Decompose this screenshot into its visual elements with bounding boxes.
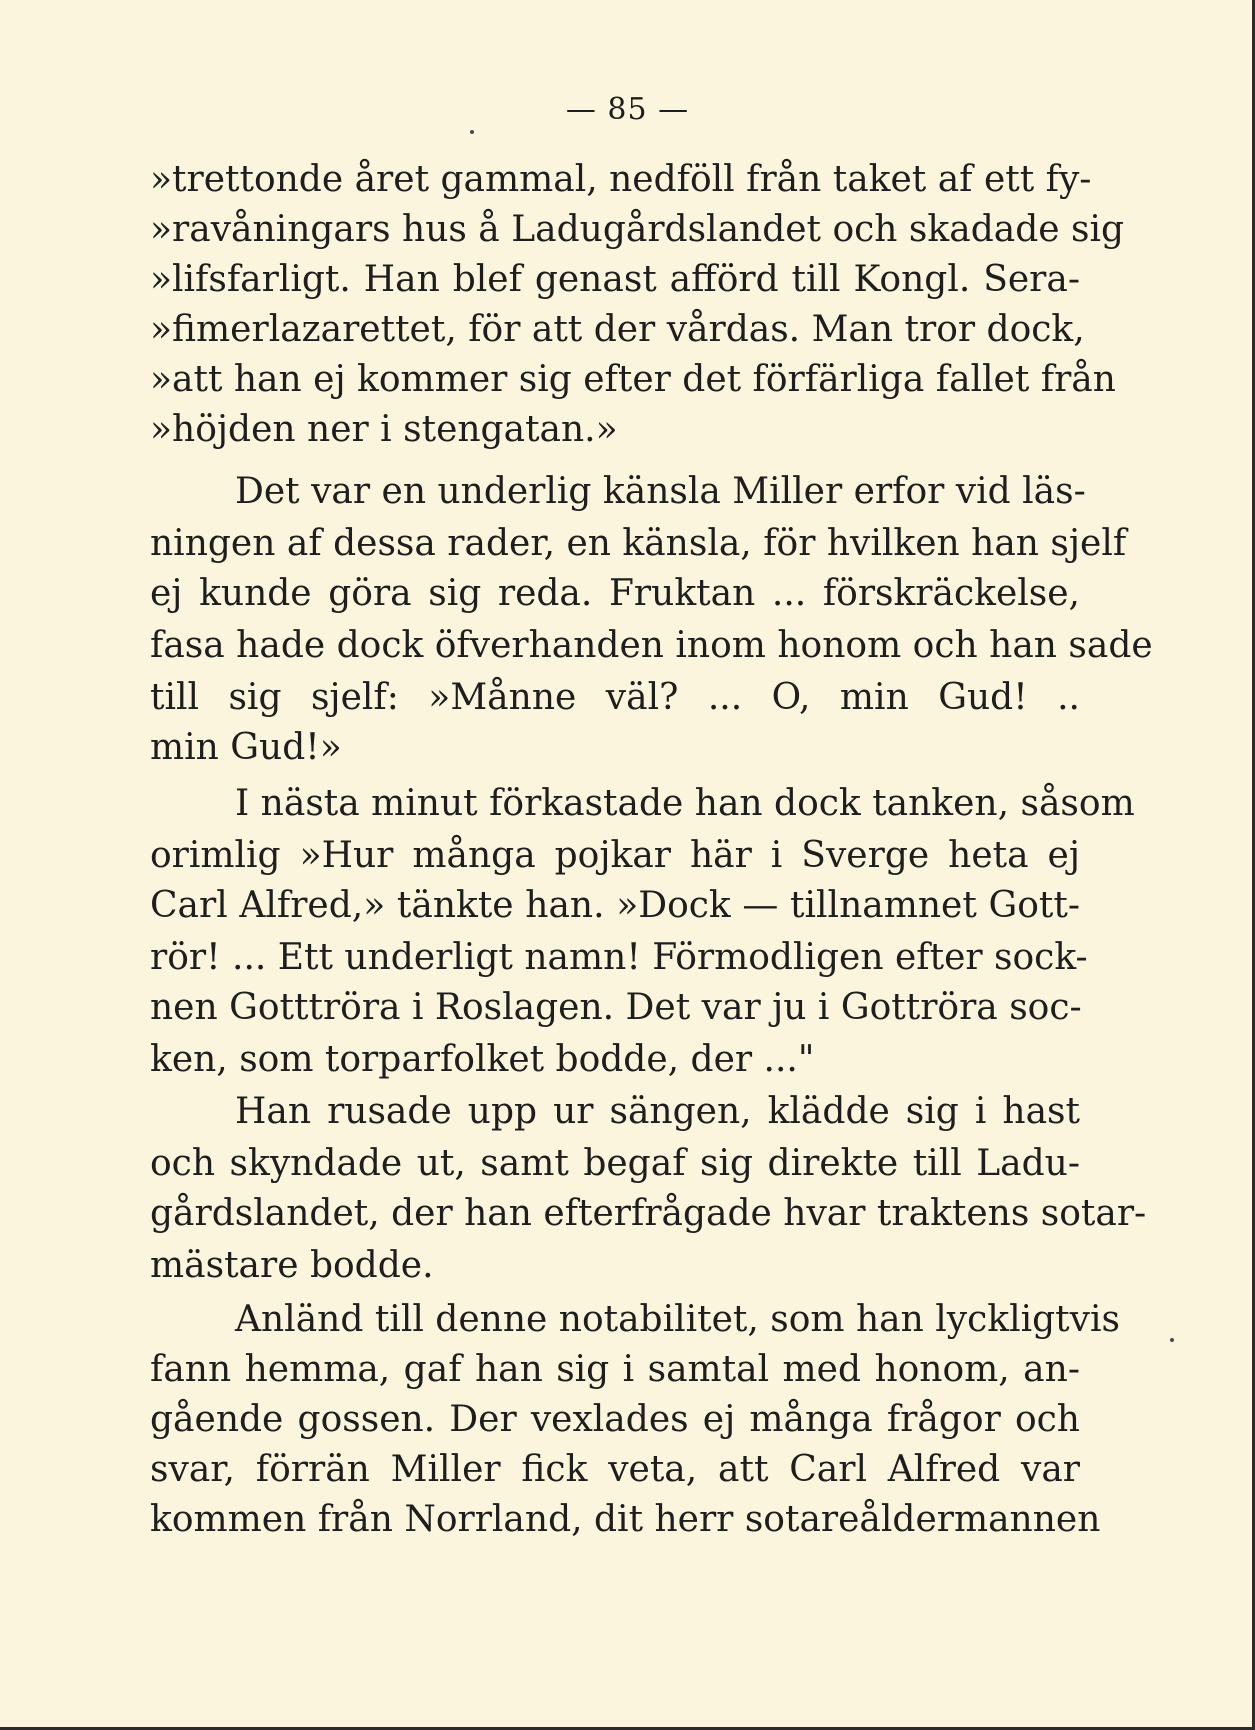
text-line: Carl Alfred,» tänkte han. »Dock — tillnamnet Gott- [150, 885, 1080, 926]
text-line: nen Gotttröra i Roslagen. Det var ju i Gottröra soc- [150, 987, 1082, 1028]
text-line: ken, som torparfolket bodde, der ..." [150, 1039, 815, 1080]
paragraph-first-line: Han rusade upp ur sängen, klädde sig i hast [235, 1091, 1080, 1132]
text-line: »trettonde året gammal, nedföll från taket af ett fy- [150, 159, 1092, 200]
paper-speck [470, 130, 474, 134]
text-line: och skyndade ut, samt begaf sig direkte till Ladu- [150, 1143, 1080, 1184]
paper-speck [1170, 1338, 1174, 1342]
text-line: gående gossen. Der vexlades ej många frågor och [150, 1399, 1080, 1440]
text-line: »lifsfarligt. Han blef genast afförd till Kongl. Sera- [150, 259, 1080, 300]
page-number: — 85 — [565, 92, 690, 127]
text-line: orimlig »Hur många pojkar här i Sverge heta ej [150, 835, 1080, 876]
text-line: svar, förrän Miller fick veta, att Carl Alfred var [150, 1449, 1080, 1490]
text-line: ej kunde göra sig reda. Fruktan ... förskräckelse, [150, 573, 1080, 614]
text-line: fasa hade dock öfverhanden inom honom och han sade [150, 625, 1153, 666]
text-line: »ravåningars hus å Ladugårdslandet och skadade sig [150, 209, 1125, 250]
text-line: »höjden ner i stengatan.» [150, 409, 618, 450]
text-line: »att han ej kommer sig efter det förfärliga fallet från [150, 359, 1116, 400]
paragraph-first-line: I nästa minut förkastade han dock tanken, såsom [235, 783, 1135, 824]
text-line: »fimerlazarettet, för att der vårdas. Man tror dock, [150, 309, 1085, 350]
paragraph-first-line: Det var en underlig känsla Miller erfor vid läs- [235, 471, 1086, 512]
text-line: kommen från Norrland, dit herr sotareåldermannen [150, 1499, 1101, 1540]
text-line: ningen af dessa rader, en känsla, för hvilken han sjelf [150, 523, 1127, 564]
paragraph-first-line: Anländ till denne notabilitet, som han lyckligtvis [235, 1299, 1120, 1340]
text-line: gårdslandet, der han efterfrågade hvar traktens sotar- [150, 1193, 1147, 1234]
text-line: fann hemma, gaf han sig i samtal med honom, an- [150, 1349, 1080, 1390]
text-line: min Gud!» [150, 727, 342, 768]
text-line: till sig sjelf: »Månne väl? ... O, min Gud! .. [150, 677, 1080, 718]
text-line: mästare bodde. [150, 1245, 434, 1286]
text-line: rör! ... Ett underligt namn! Förmodligen efter sock- [150, 937, 1088, 978]
